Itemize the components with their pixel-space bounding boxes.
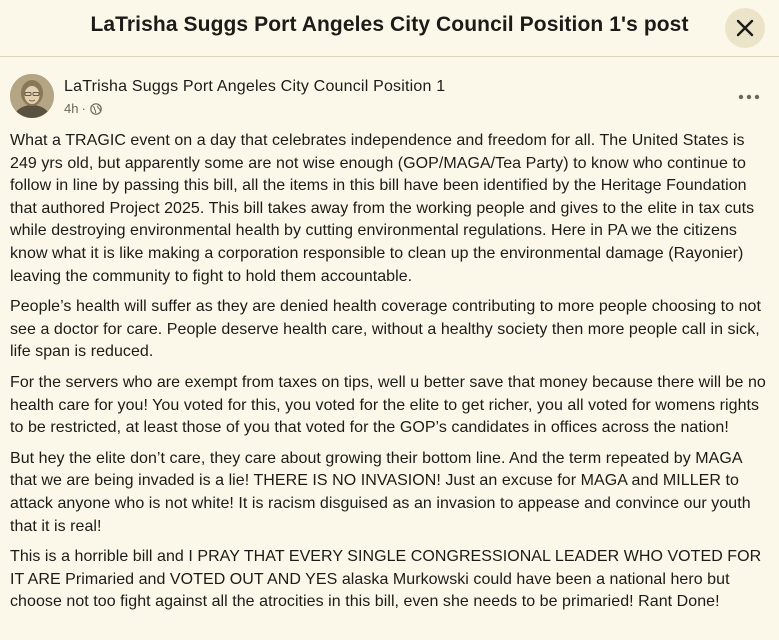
post-header [0,64,779,126]
post-time[interactable]: 4h [64,101,79,116]
globe-icon[interactable] [90,103,102,115]
post-body [10,130,772,622]
dialog-header [0,0,779,56]
post-paragraph: People’s health will suffer as they are denied health coverage contributing to more people choosing to not see a doctor for care. People deserve health care, without a healthy society then more people call in sick, life span is reduced. [10,298,761,361]
close-button[interactable] [725,8,765,48]
post-meta [64,101,102,116]
more-options-icon [738,94,760,100]
post-paragraph: This is a horrible bill and I PRAY THAT EVERY SINGLE CONGRESSIONAL LEADER WHO VOTED FOR IT ARE Primaried and VOTED OUT AND YES alaska Murkowski could have been a national hero but choose not too fight against all the atrocities in this bill, even she needs to be primaried! Rant Done! [10,548,762,611]
post-paragraph: For the servers who are exempt from taxes on tips, well u better save that money because there will be no health care for you! You voted for this, you voted for the elite to get richer, you all voted for womens rights to be restricted, at least those of you that voted for the GOP’s candidates in offices across the nation! [10,373,766,437]
more-options-button[interactable] [730,84,768,110]
post-paragraph: But hey the elite don’t care, they care about growing their bottom line. And the term repeated by MAGA that we are being invaded is a lie! THERE IS NO INVASION! Just an excuse for MAGA and MILLER to attack anyone who is not white! It is racism disguised as an invasion to appease and convince our youth that it is real! [10,449,751,535]
close-icon [736,19,754,37]
dialog-title: LaTrisha Suggs Port Angeles City Council Position 1's post [90,13,689,36]
meta-separator: · [81,101,86,116]
author-name[interactable]: LaTrisha Suggs Port Angeles City Council Position 1 [64,78,446,95]
avatar[interactable] [10,74,54,118]
profile-photo [10,74,54,118]
header-divider [0,56,779,57]
post-paragraph: What a TRAGIC event on a day that celebrates independence and freedom for all. The United States is 249 yrs old, but apparently some are not wise enough (GOP/MAGA/Tea Party) to know who continue to follow in line by passing this bill, all the items in this bill have been identified by the Heritage Foundation that authored Project 2025. This bill takes away from the working people and gives to the elite in tax cuts while destroying environmental health by cutting environmental regulations. Here in PA we the citizens know what it is like making a corporation responsible to clean up the environmental damage (Rayonier) leaving the community to fight to hold them accountable. [10,132,755,285]
